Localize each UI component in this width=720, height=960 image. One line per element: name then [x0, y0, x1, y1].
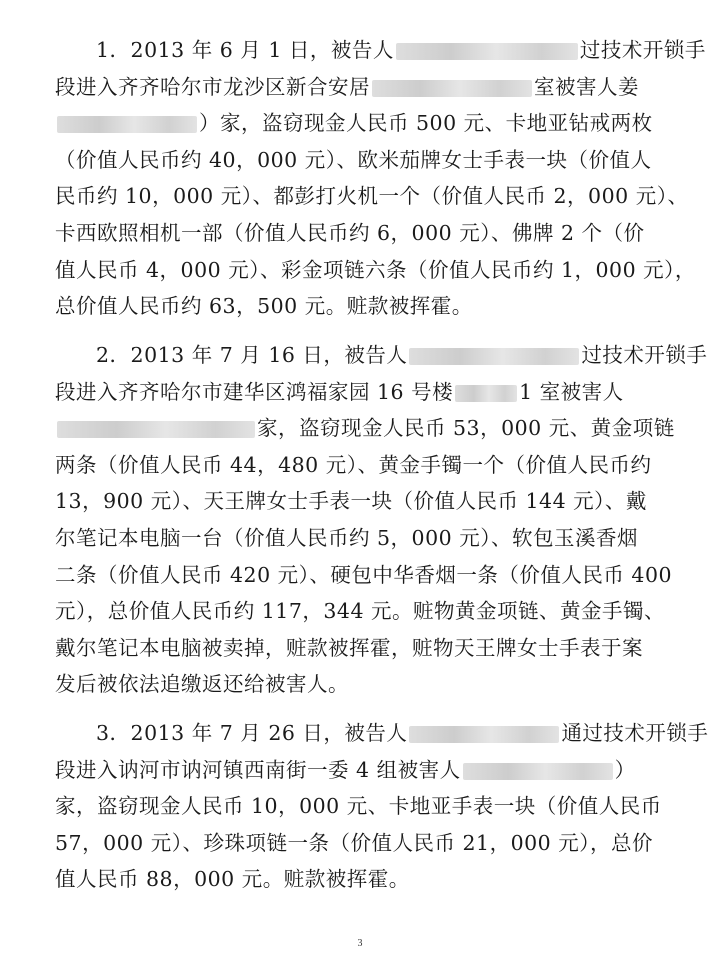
- text-line: （价值人民币约 40，000 元）、欧米茄牌女士手表一块（价值人: [55, 147, 652, 172]
- text-line: [55, 32, 706, 69]
- text-segment: 家，盗窃现金人民币 53，000 元、黄金项链: [257, 416, 675, 441]
- page-number: 3: [357, 938, 363, 949]
- redacted-name: [409, 348, 579, 365]
- redacted-name: [57, 116, 197, 133]
- text-segment: 段进入讷河市讷河镇西南街一委 4 组被害人: [55, 757, 461, 782]
- paragraph-1: [55, 32, 706, 325]
- redacted-name: [57, 421, 255, 438]
- text-segment: 通过技术开锁手: [561, 721, 709, 745]
- text-line: [55, 410, 675, 447]
- text-line: 发后被依法追缴返还给被害人。: [55, 672, 349, 697]
- text-line: 57，000 元）、珍珠项链一条（价值人民币 21，000 元），总价: [55, 830, 653, 855]
- text-segment: 过技术开锁手: [579, 38, 706, 62]
- text-line: 家，盗窃现金人民币 10，000 元、卡地亚手表一块（价值人民币: [55, 794, 662, 819]
- text-line: 总价值人民币约 63，500 元。赃款被挥霍。: [55, 294, 473, 319]
- text-line: 卡西欧照相机一部（价值人民币约 6，000 元）、佛牌 2 个（价: [55, 220, 645, 245]
- text-segment: 1 室被害人: [519, 379, 624, 404]
- text-line: 13，900 元）、天王牌女士手表一块（价值人民币 144 元）、戴: [55, 489, 647, 514]
- redacted-name: [463, 763, 613, 780]
- text-line: 值人民币 4，000 元）、彩金项链六条（价值人民币约 1，000 元），: [55, 257, 696, 282]
- text-line: 值人民币 88，000 元。赃款被挥霍。: [55, 867, 410, 892]
- text-segment: 段进入齐齐哈尔市建华区鸿福家园 16 号楼: [55, 379, 454, 404]
- text-line: [55, 374, 655, 411]
- text-line: [55, 337, 708, 374]
- text-line: 二条（价值人民币 420 元）、硬包中华香烟一条（价值人民币 400: [55, 562, 673, 587]
- paragraph-2: [55, 337, 708, 703]
- redacted-name: [396, 43, 578, 60]
- text-segment: 过技术开锁手: [581, 343, 708, 367]
- text-line: [55, 715, 709, 752]
- text-segment: 室被害人姜: [534, 74, 639, 99]
- text-segment: 2．2013 年 7 月 16 日，被告人: [96, 343, 408, 367]
- redacted-name: [409, 726, 559, 743]
- text-line: 两条（价值人民币 44，480 元）、黄金手镯一个（价值人民币约: [55, 452, 652, 477]
- redacted-address: [455, 385, 517, 402]
- text-segment: 段进入齐齐哈尔市龙沙区新合安居: [55, 74, 370, 99]
- text-line: 元），总价值人民币约 117，344 元。赃物黄金项链、黄金手镯、: [55, 599, 666, 624]
- text-line: 民币约 10，000 元）、都彭打火机一个（价值人民币 2，000 元）、: [55, 184, 689, 209]
- text-segment: ）: [614, 757, 636, 782]
- text-line: [55, 752, 655, 789]
- text-segment: 1．2013 年 6 月 1 日，被告人: [96, 38, 394, 62]
- text-segment: ）家，盗窃现金人民币 500 元、卡地亚钻戒两枚: [199, 111, 653, 136]
- paragraph-3: [55, 715, 709, 898]
- redacted-address: [372, 80, 532, 97]
- text-segment: 3．2013 年 7 月 26 日，被告人: [96, 721, 408, 745]
- text-line: [55, 69, 655, 106]
- text-line: [55, 105, 655, 142]
- text-line: 尔笔记本电脑一台（价值人民币约 5，000 元）、软包玉溪香烟: [55, 525, 638, 550]
- text-line: 戴尔笔记本电脑被卖掉，赃款被挥霍，赃物天王牌女士手表于案: [55, 635, 643, 660]
